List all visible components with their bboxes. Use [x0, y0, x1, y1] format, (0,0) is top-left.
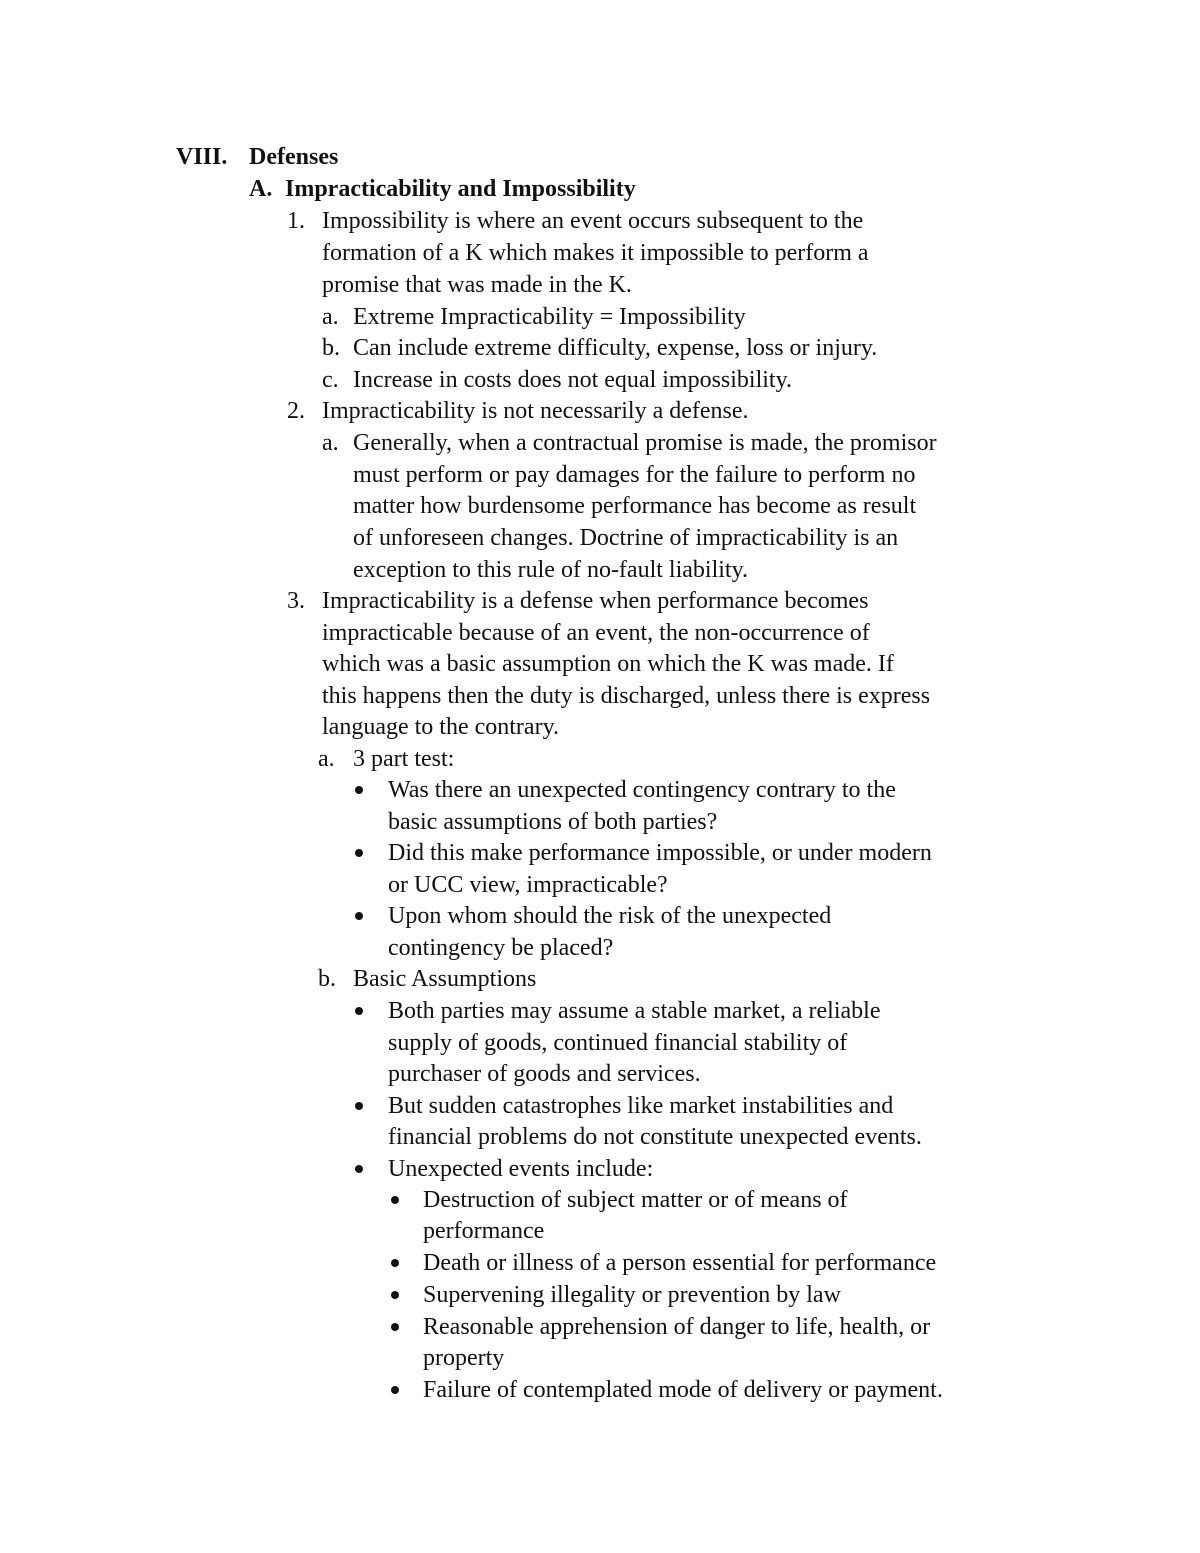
item-1-number: 1. [287, 208, 305, 234]
bullet-icon [391, 1259, 399, 1267]
test-bullet-3-line-1: Upon whom should the risk of the unexpected [388, 903, 832, 929]
test-bullet-3-line-2: contingency be placed? [388, 935, 614, 961]
item-3a-letter: a. [318, 746, 335, 772]
item-3b-letter: b. [318, 966, 336, 992]
event-bullet-5-line-1: Failure of contemplated mode of delivery or payment. [423, 1377, 943, 1403]
item-3b-text: Basic Assumptions [353, 966, 537, 992]
bullet-icon [391, 1323, 399, 1331]
section-numeral: VIII. [176, 144, 228, 170]
bullet-icon [391, 1386, 399, 1394]
item-3-line-4: this happens then the duty is discharged, unless there is express [322, 683, 931, 709]
assumption-bullet-1-line-2: supply of goods, continued financial stability of [388, 1030, 848, 1056]
test-bullet-2-line-2: or UCC view, impracticable? [388, 872, 668, 898]
item-3a-text: 3 part test: [353, 746, 455, 772]
item-1a-letter: a. [322, 304, 339, 330]
subsection-letter: A. [249, 176, 273, 202]
item-2a-line-1: Generally, when a contractual promise is made, the promisor [353, 430, 937, 456]
event-bullet-1-line-1: Destruction of subject matter or of means of [423, 1187, 848, 1213]
item-2a-line-5: exception to this rule of no-fault liability. [353, 557, 749, 583]
bullet-icon [355, 1007, 363, 1015]
item-3-line-1: Impracticability is a defense when performance becomes [322, 588, 869, 614]
section-title: Defenses [249, 144, 339, 170]
item-1a-text: Extreme Impracticability = Impossibility [353, 304, 746, 330]
item-2a-letter: a. [322, 430, 339, 456]
item-2-line-1: Impracticability is not necessarily a defense. [322, 398, 749, 424]
test-bullet-2-line-1: Did this make performance impossible, or under modern [388, 840, 932, 866]
item-2a-line-2: must perform or pay damages for the failure to perform no [353, 462, 916, 488]
assumption-bullet-1-line-3: purchaser of goods and services. [388, 1061, 701, 1087]
subsection-title: Impracticability and Impossibility [285, 176, 636, 202]
bullet-icon [391, 1291, 399, 1299]
item-1c-text: Increase in costs does not equal impossibility. [353, 367, 793, 393]
item-2a-line-3: matter how burdensome performance has become as result [353, 493, 917, 519]
item-1c-letter: c. [322, 367, 339, 393]
item-3-line-5: language to the contrary. [322, 714, 560, 740]
item-2a-line-4: of unforeseen changes. Doctrine of impracticability is an [353, 525, 899, 551]
bullet-icon [355, 786, 363, 794]
item-1-line-2: formation of a K which makes it impossible to perform a [322, 240, 869, 266]
event-bullet-2-line-1: Death or illness of a person essential for performance [423, 1250, 937, 1276]
item-1-line-3: promise that was made in the K. [322, 272, 632, 298]
event-bullet-3-line-1: Supervening illegality or prevention by law [423, 1282, 841, 1308]
item-1b-text: Can include extreme difficulty, expense, loss or injury. [353, 335, 878, 361]
test-bullet-1-line-2: basic assumptions of both parties? [388, 809, 718, 835]
bullet-icon [355, 849, 363, 857]
item-2-number: 2. [287, 398, 305, 424]
event-bullet-4-line-2: property [423, 1345, 505, 1371]
item-3-line-3: which was a basic assumption on which the K was made. If [322, 651, 894, 677]
item-1b-letter: b. [322, 335, 340, 361]
bullet-icon [391, 1196, 399, 1204]
assumption-bullet-1-line-1: Both parties may assume a stable market, a reliable [388, 998, 881, 1024]
assumption-bullet-2-line-1: But sudden catastrophes like market instabilities and [388, 1093, 894, 1119]
item-1-line-1: Impossibility is where an event occurs subsequent to the [322, 208, 864, 234]
test-bullet-1-line-1: Was there an unexpected contingency contrary to the [388, 777, 896, 803]
item-3-number: 3. [287, 588, 305, 614]
event-bullet-1-line-2: performance [423, 1218, 545, 1244]
bullet-icon [355, 912, 363, 920]
assumption-bullet-2-line-2: financial problems do not constitute unexpected events. [388, 1124, 922, 1150]
bullet-icon [355, 1102, 363, 1110]
bullet-icon [355, 1165, 363, 1173]
assumption-bullet-3-line-1: Unexpected events include: [388, 1156, 654, 1182]
item-3-line-2: impracticable because of an event, the non-occurrence of [322, 620, 870, 646]
event-bullet-4-line-1: Reasonable apprehension of danger to life, health, or [423, 1314, 931, 1340]
